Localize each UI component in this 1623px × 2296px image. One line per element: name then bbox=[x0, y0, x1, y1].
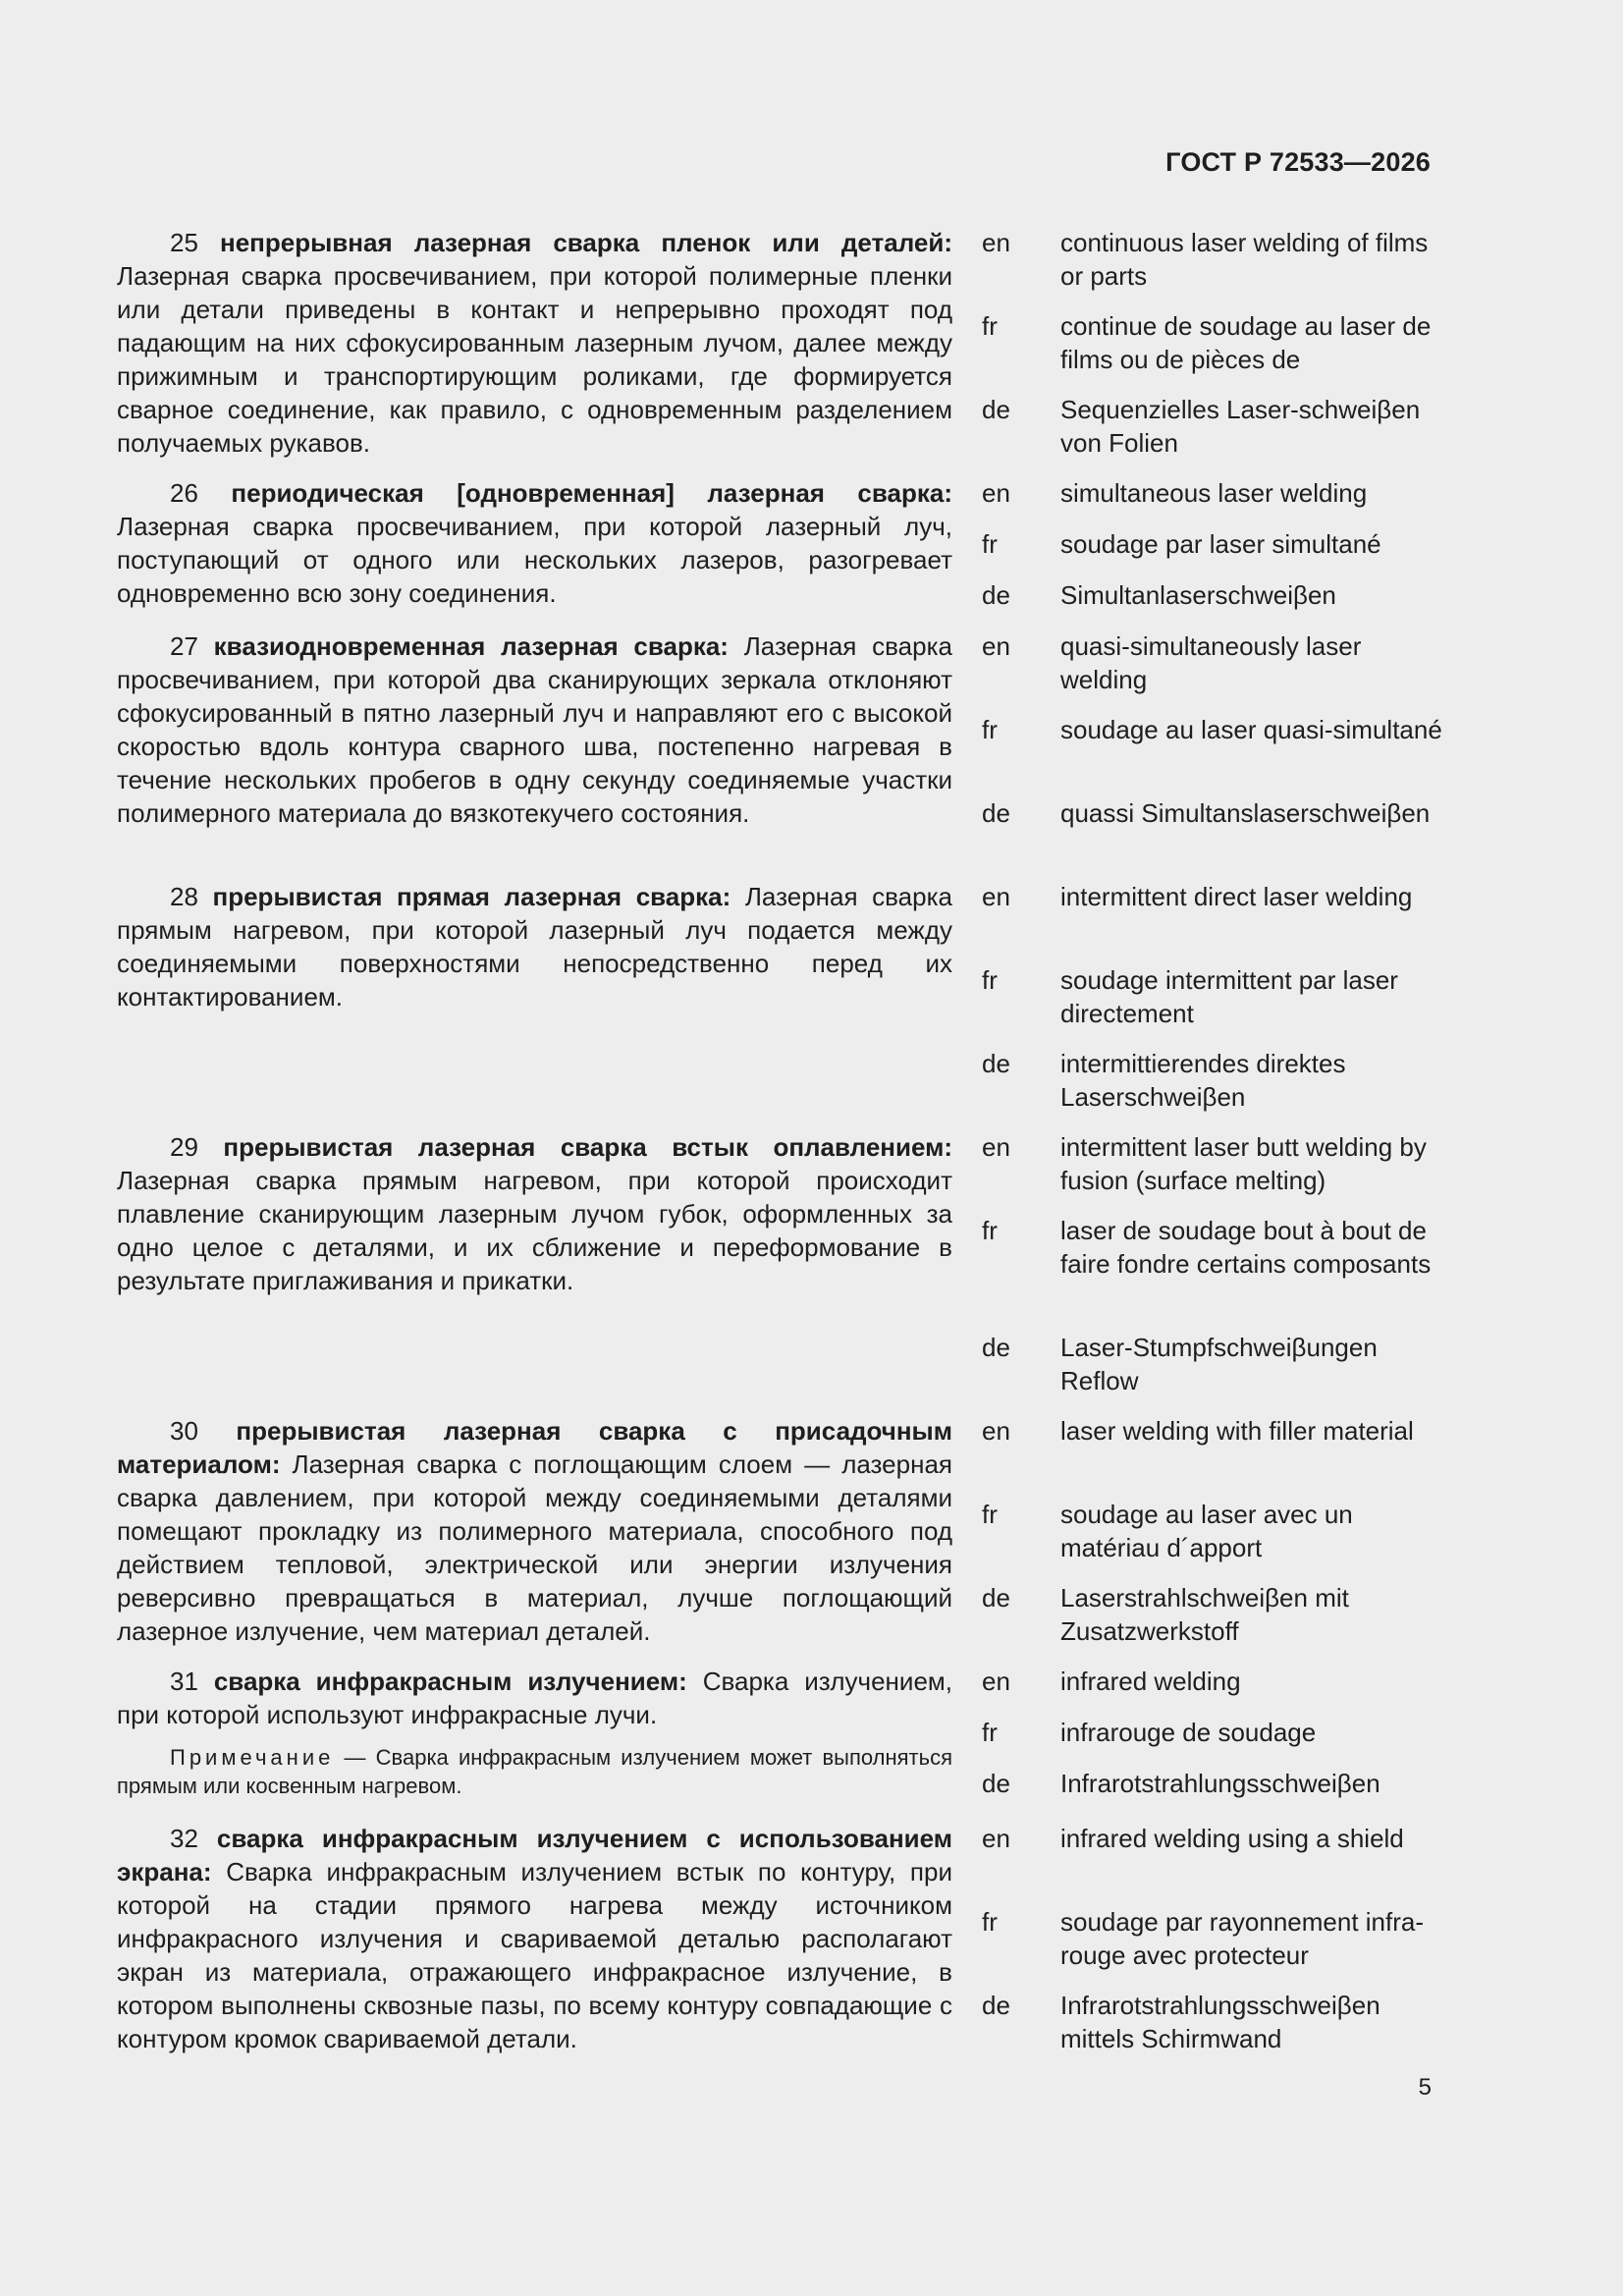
lang-term: Infrarotstrahlungsschweiβen mittels Schirmwand bbox=[1060, 1991, 1380, 2053]
lang-term: soudage par rayonnement infra-rouge avec protecteur bbox=[1060, 1907, 1425, 1970]
lang-term: intermittent direct laser welding bbox=[1060, 882, 1413, 911]
term-definition-text: Лазерная сварка прямым нагревом, при которой лазерный луч подается между соединяемыми поверхностями непосредственно перед их контактированием. bbox=[117, 882, 952, 1011]
term-definition-ru bbox=[117, 880, 952, 1013]
lang-code: fr bbox=[982, 529, 998, 559]
lang-code: fr bbox=[982, 1500, 998, 1529]
term-name: непрерывная лазерная сварка пленок или деталей: bbox=[220, 228, 952, 257]
lang-term: Laserstrahlschweiβen mit Zusatzwerkstoff bbox=[1060, 1583, 1349, 1646]
lang-code: de bbox=[982, 580, 1010, 610]
term-definition-text: Сварка инфракрасным излучением встык по контуру, при которой на стадии прямого нагрева между источником инфракрасного излучения и свариваемой деталью располагают экран из материала, отражающего инфракрасное излучение, в котором выполнены сквозные пазы, по всему контуру совпадающие с контуром кромок свариваемой детали. bbox=[117, 1857, 952, 2053]
term-definition-ru bbox=[117, 629, 952, 830]
document-id-header: ГОСТ Р 72533—2026 bbox=[1165, 147, 1431, 177]
term-definition-text: Сварка излучением, при которой используют инфракрасные лучи. bbox=[117, 1667, 953, 1729]
lang-code: en bbox=[982, 228, 1010, 257]
lang-code: de bbox=[982, 395, 1010, 424]
term-number: 26 bbox=[170, 478, 198, 508]
term-number: 31 bbox=[170, 1667, 198, 1696]
note-label: Примечание bbox=[170, 1745, 335, 1770]
term-number: 27 bbox=[170, 631, 198, 661]
lang-code: en bbox=[982, 1416, 1010, 1446]
term-name: сварка инфракрасным излучением: bbox=[213, 1667, 687, 1696]
term-definition-ru bbox=[117, 476, 952, 610]
lang-code: fr bbox=[982, 311, 998, 341]
lang-term: Sequenzielles Laser-schweiβen von Folien bbox=[1060, 395, 1421, 458]
lang-term: intermittierendes direktes Laserschweiβen bbox=[1060, 1049, 1346, 1112]
term-definition-text: Лазерная сварка просвечиванием, при которой полимерные пленки или детали приведены в контакт и непрерывно проходят под падающим на них сфокусированным лазерным лучом, далее между прижимным и транспортирующим роликами, где формируется сварное соединение, как правило, с одновременным разделением получаемых рукавов. bbox=[117, 261, 952, 458]
lang-term: laser de soudage bout à bout de faire fondre certains composants bbox=[1060, 1216, 1432, 1279]
term-name: сварка инфракрасным излучением с использованием экрана: bbox=[117, 1824, 952, 1886]
lang-term: soudage par laser simultané bbox=[1060, 529, 1381, 559]
term-number: 32 bbox=[170, 1824, 198, 1853]
lang-code: de bbox=[982, 1049, 1010, 1078]
lang-code: en bbox=[982, 1824, 1010, 1853]
lang-code: en bbox=[982, 1132, 1010, 1162]
lang-code: de bbox=[982, 1991, 1010, 2020]
lang-term: soudage au laser quasi-simultané bbox=[1060, 715, 1442, 744]
lang-code: en bbox=[982, 1667, 1010, 1696]
term-definition-ru bbox=[117, 226, 952, 460]
lang-code: de bbox=[982, 1333, 1010, 1362]
term-definition-text: Лазерная сварка просвечиванием, при которой два сканирующих зеркала отклоняют сфокусированный в пятно лазерный луч и направляют его с высокой скоростью вдоль контура сварного шва, постепенно нагревая в течение нескольких пробегов в одну секунду соединяемые участки полимерного материала до вязкотекучего состояния. bbox=[117, 631, 952, 828]
term-note bbox=[117, 1743, 952, 1800]
lang-code: en bbox=[982, 882, 1010, 911]
page-number: 5 bbox=[1418, 2074, 1432, 2101]
lang-term: infrarouge de soudage bbox=[1060, 1718, 1317, 1747]
lang-code: en bbox=[982, 631, 1010, 661]
lang-term: Simultanlaserschweiβen bbox=[1060, 580, 1336, 610]
term-number: 28 bbox=[170, 882, 198, 911]
lang-code: fr bbox=[982, 965, 998, 995]
lang-term: soudage au laser avec un matériau d´apport bbox=[1060, 1500, 1353, 1562]
term-name: прерывистая лазерная сварка встык оплавлением: bbox=[223, 1132, 952, 1162]
term-number: 29 bbox=[170, 1132, 198, 1162]
term-name: периодическая [одновременная] лазерная сварка: bbox=[231, 478, 952, 508]
term-name: квазиодновременная лазерная сварка: bbox=[213, 631, 729, 661]
term-number: 30 bbox=[170, 1416, 198, 1446]
term-definition-ru bbox=[117, 1130, 952, 1297]
lang-term: Laser-Stumpfschweiβungen Reflow bbox=[1060, 1333, 1378, 1395]
term-definition-ru bbox=[117, 1822, 952, 2055]
term-definition-ru bbox=[117, 1414, 952, 1648]
term-name: прерывистая прямая лазерная сварка: bbox=[212, 882, 731, 911]
lang-term: laser welding with filler material bbox=[1060, 1416, 1414, 1446]
lang-code: de bbox=[982, 1769, 1010, 1798]
lang-code: de bbox=[982, 798, 1010, 828]
term-definition-ru bbox=[117, 1665, 952, 1731]
lang-term: Infrarotstrahlungsschweiβen bbox=[1060, 1769, 1380, 1798]
lang-code: en bbox=[982, 478, 1010, 508]
lang-term: quasi-simultaneously laser welding bbox=[1060, 631, 1362, 694]
lang-code: fr bbox=[982, 1907, 998, 1937]
lang-term: soudage intermittent par laser directement bbox=[1060, 965, 1398, 1028]
term-definition-text: Лазерная сварка с поглощающим слоем — лазерная сварка давлением, при которой между соединяемыми деталями помещают прокладку из полимерного материала, способного под действием тепловой, электрической или энергии излучения реверсивно превращаться в материал, лучше поглощающий лазерное излучение, чем материал деталей. bbox=[117, 1449, 952, 1646]
lang-code: fr bbox=[982, 1718, 998, 1747]
lang-term: simultaneous laser welding bbox=[1060, 478, 1368, 508]
lang-term: quassi Simultanslaserschweiβen bbox=[1060, 798, 1431, 828]
lang-term: infrared welding using a shield bbox=[1060, 1824, 1404, 1853]
lang-term: infrared welding bbox=[1060, 1667, 1241, 1696]
term-name: прерывистая лазерная сварка с присадочным материалом: bbox=[117, 1416, 952, 1479]
lang-code: fr bbox=[982, 1216, 998, 1245]
lang-term: continuous laser welding of films or parts bbox=[1060, 228, 1429, 291]
term-definition-text: Лазерная сварка просвечиванием, при которой лазерный луч, поступающий от одного или нескольких лазеров, разогревает одновременно всю зону соединения. bbox=[117, 512, 952, 608]
lang-code: fr bbox=[982, 715, 998, 744]
note-text: — Сварка инфракрасным излучением может выполняться прямым или косвенным нагревом. bbox=[117, 1745, 952, 1798]
term-definition-text: Лазерная сварка прямым нагревом, при которой происходит плавление сканирующим лазерным лучом губок, оформленных за одно целое с деталями, и их сближение и переформование в результате приглаживания и прикатки. bbox=[117, 1166, 952, 1295]
lang-code: de bbox=[982, 1583, 1010, 1613]
term-number: 25 bbox=[170, 228, 198, 257]
lang-term: intermittent laser butt welding by fusion (surface melting) bbox=[1060, 1132, 1427, 1195]
lang-term: continue de soudage au laser de films ou de pièces de bbox=[1060, 311, 1432, 374]
